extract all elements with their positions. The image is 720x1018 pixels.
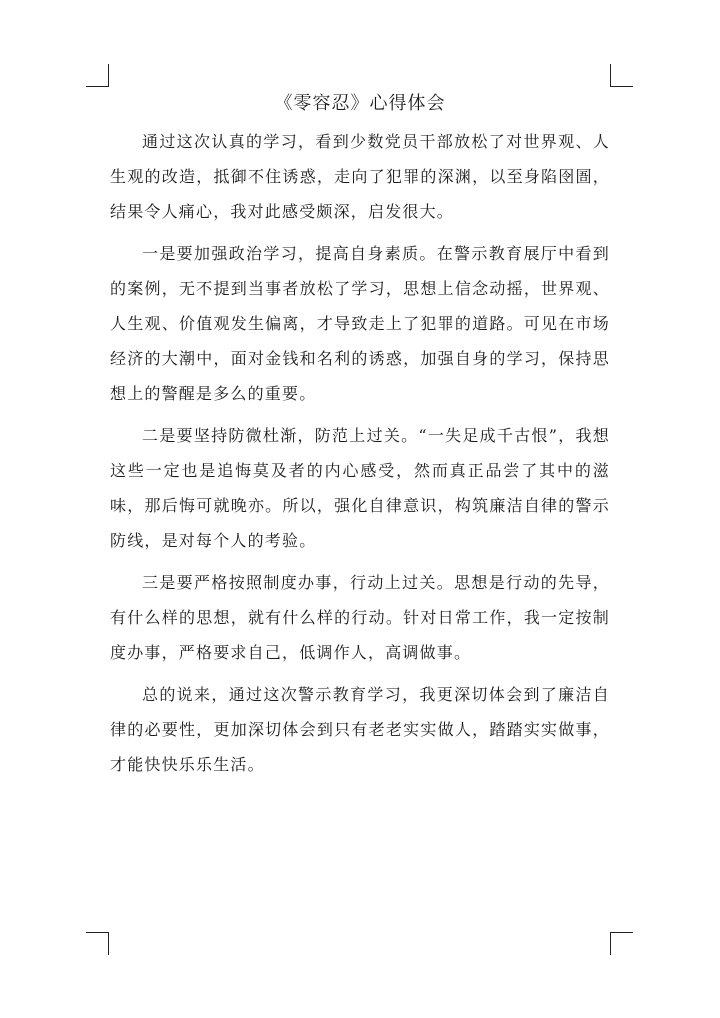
document-title: 《零容忍》心得体会 (274, 93, 446, 114)
document-body (110, 88, 610, 789)
crop-mark-bottom-right (610, 932, 633, 955)
paragraph-conclusion: 总的说来，通过这次警示教育学习，我更深切体会到了廉洁自律的必要性，更加深切体会到只有老老实实做人，踏踏实实做事，才能快快乐乐生活。 (110, 685, 610, 774)
paragraph-point-three: 三是要严格按照制度办事，行动上过关。思想是行动的先导，有什么样的思想，就有什么样的行动。针对日常工作，我一定按制度办事，严格要求自己，低调作人，高调做事。 (110, 573, 610, 662)
crop-mark-bottom-left (86, 932, 109, 955)
paragraph-point-one: 一是要加强政治学习，提高自身素质。在警示教育展厅中看到的案例，无不提到当事者放松了学习，思想上信念动摇，世界观、人生观、价值观发生偏离，才导致走上了犯罪的道路。可见在市场经济的大潮中，面对金钱和名利的诱惑，加强自身的学习，保持思想上的警醒是多么的重要。 (110, 244, 610, 403)
crop-mark-top-right (610, 64, 633, 87)
paragraph-point-two: 二是要坚持防微杜渐，防范上过关。“一失足成千古恨”，我想这些一定也是追悔莫及者的内心感受，然而真正品尝了其中的滋味，那后悔可就晚亦。所以，强化自律意识，构筑廉洁自律的警示防线，是对每个人的考验。 (110, 426, 610, 550)
paragraph-intro: 通过这次认真的学习，看到少数党员干部放松了对世界观、人生观的改造，抵御不住诱惑，走向了犯罪的深渊，以至身陷囹圄，结果令人痛心，我对此感受颇深，启发很大。 (110, 132, 610, 221)
crop-mark-top-left (86, 64, 109, 87)
